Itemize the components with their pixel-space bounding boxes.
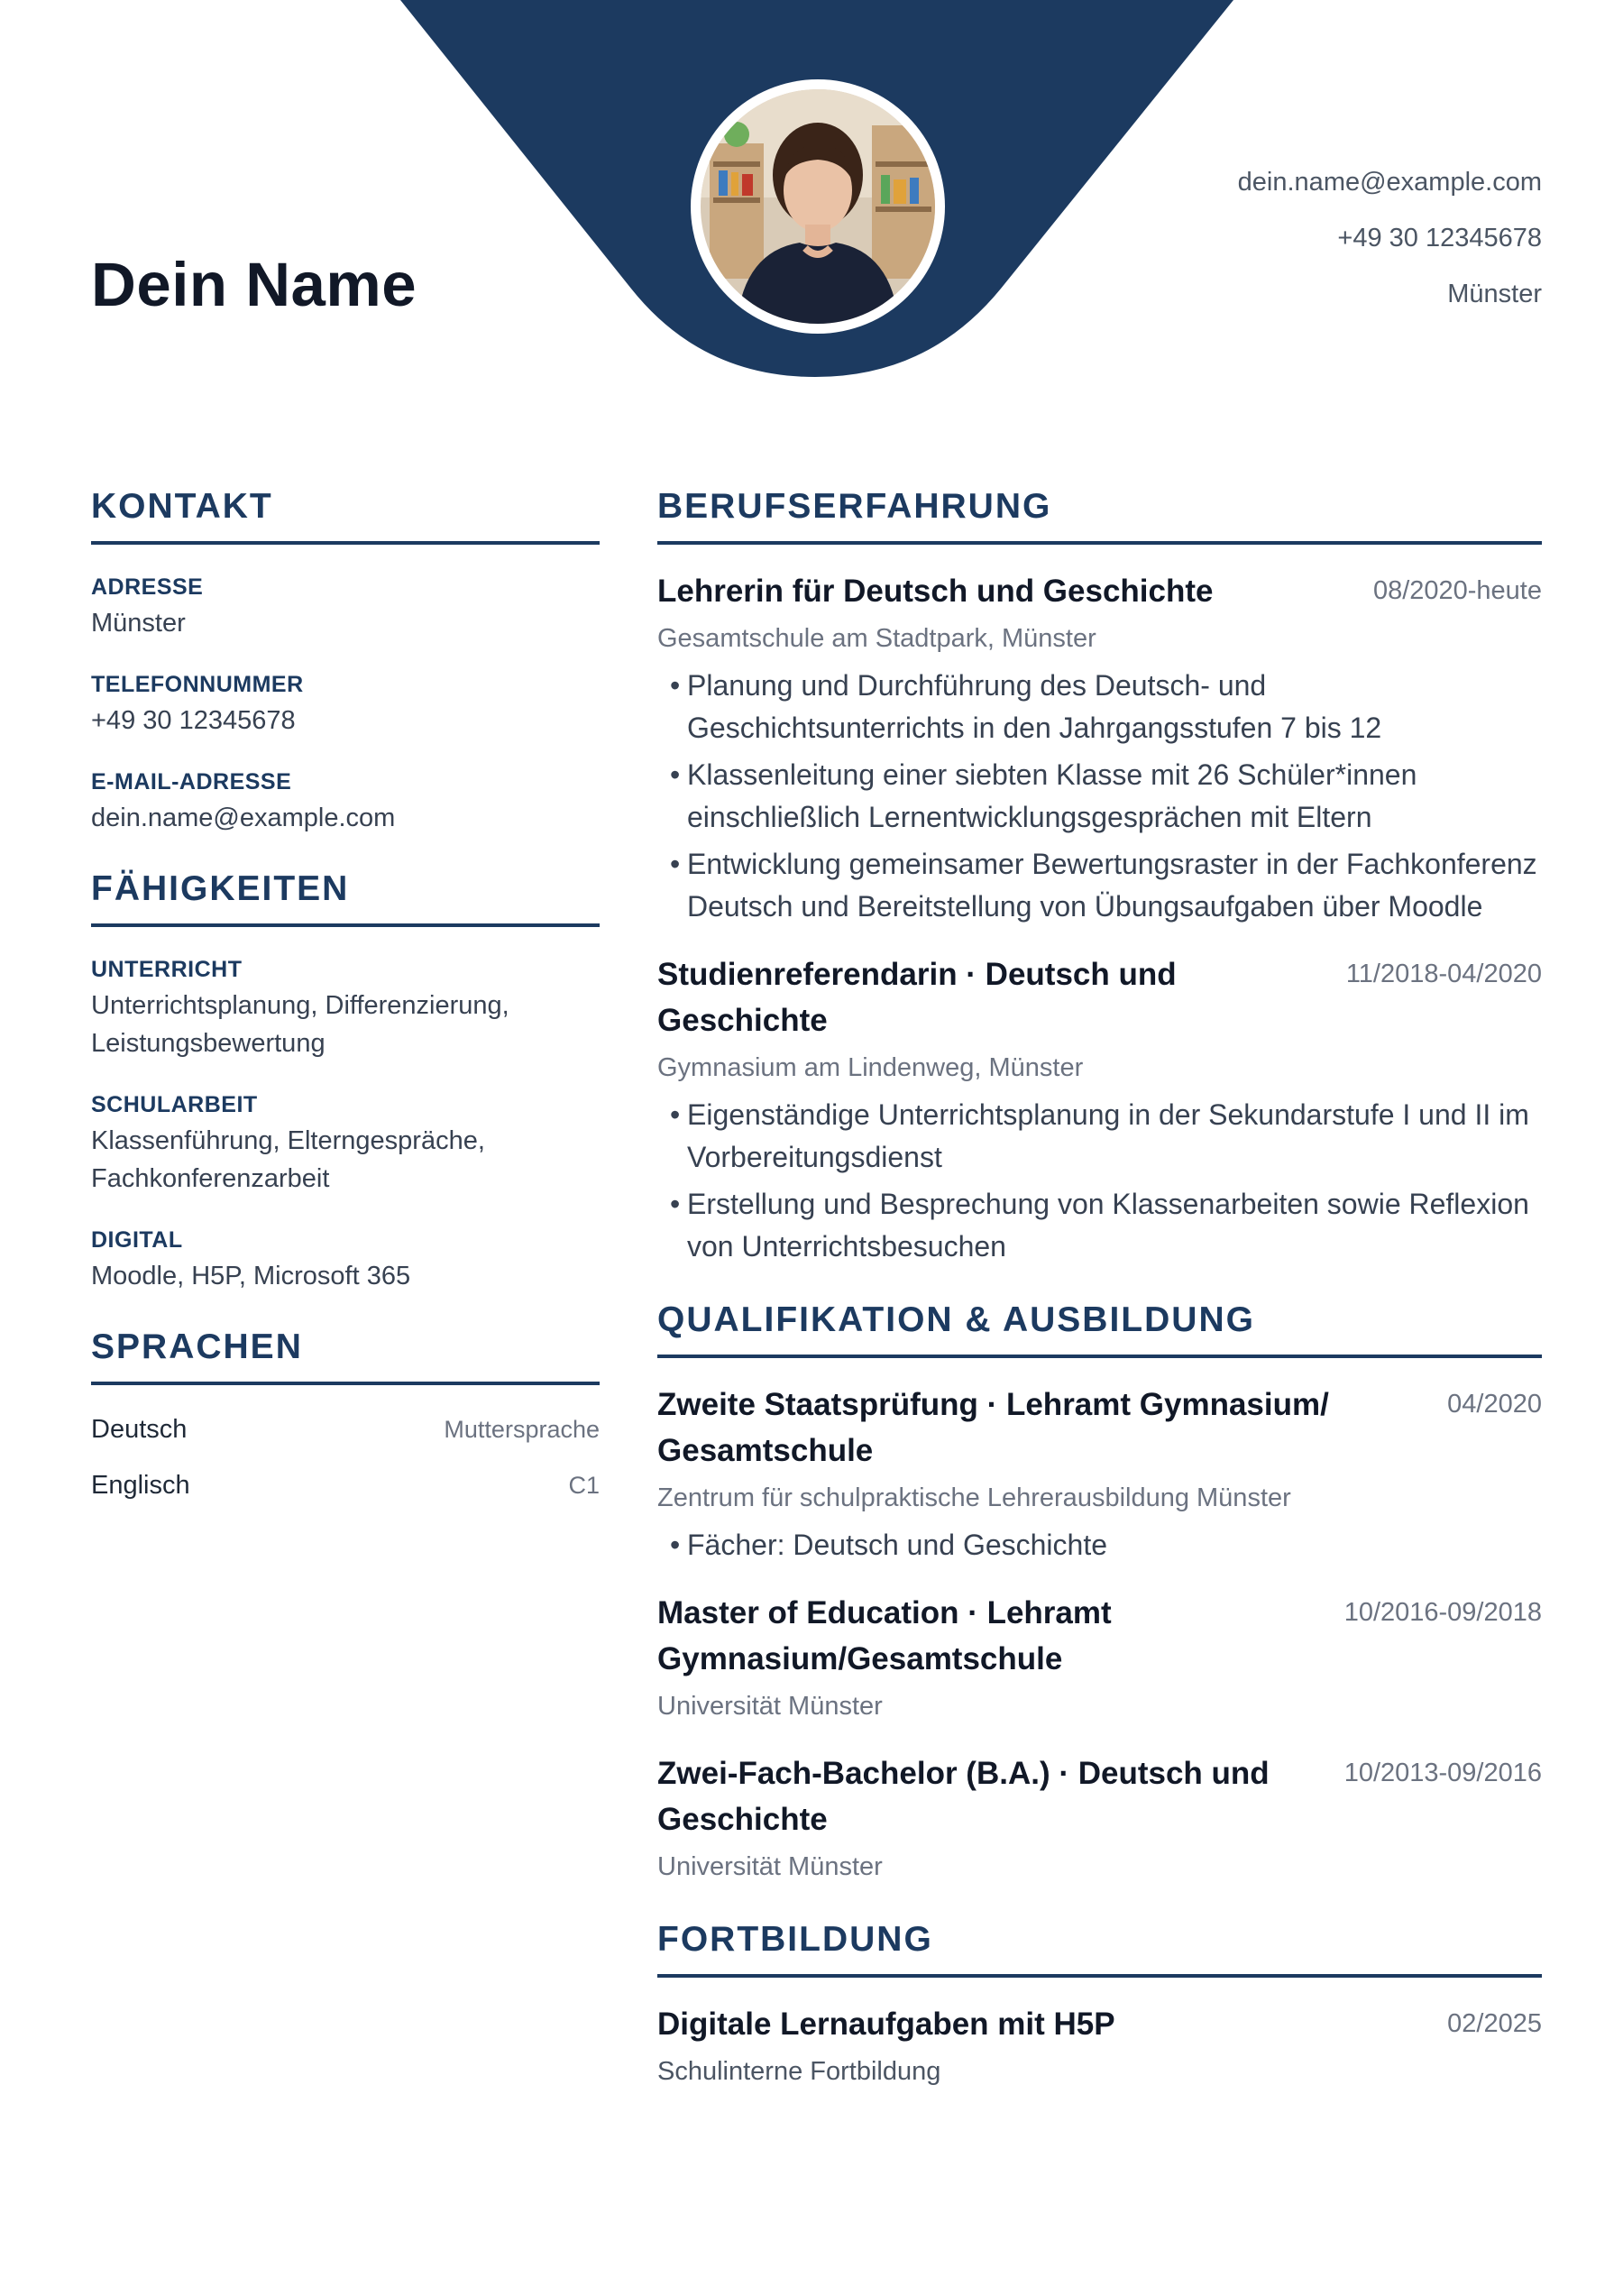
section-kontakt <box>91 487 600 837</box>
entry-organization: Gymnasium am Lindenweg, Münster <box>657 1053 1084 1082</box>
header-city: Münster <box>1447 280 1542 308</box>
value-telefonnummer[interactable]: +49 30 12345678 <box>91 706 296 735</box>
education-entry <box>657 1590 1542 1727</box>
bullet-item: • Fächer: Deutsch und Geschichte <box>657 1524 1542 1566</box>
bullet-item: • Entwicklung gemeinsamer Bewertungsraster in der Fachkonferenz Deutsch und Bereitstellung von Übungsaufgaben über Moodle <box>657 843 1542 928</box>
entry-title: Studienreferendarin · Deutsch und Geschichte <box>657 957 1177 1038</box>
value-adresse: Münster <box>91 609 186 638</box>
section-sprachen <box>91 1327 600 1513</box>
value-email[interactable]: dein.name@example.com <box>91 804 396 832</box>
language-row <box>91 1401 600 1457</box>
entry-title: Zweite Staatsprüfung · Lehramt Gymnasium/ Gesamtschule <box>657 1387 1329 1468</box>
section-title-faehigkeiten: FÄHIGKEITEN <box>91 869 600 927</box>
applicant-name: Dein Name <box>91 250 417 319</box>
language-name: Englisch <box>91 1470 190 1500</box>
header-contact <box>1238 162 1542 330</box>
section-title-qualifikation: QUALIFIKATION & AUSBILDUNG <box>657 1300 1542 1358</box>
entry-date: 10/2016-09/2018 <box>1343 1598 1542 1627</box>
entry-organization: Universität Münster <box>657 1852 883 1881</box>
entry-date: 02/2025 <box>1447 2009 1542 2038</box>
bullet-item: • Klassenleitung einer siebten Klasse mit 26 Schüler*innen einschließlich Lernentwicklungsgesprächen mit Eltern <box>657 754 1542 839</box>
education-entry <box>657 1750 1542 1887</box>
header-phone[interactable]: +49 30 12345678 <box>1337 224 1542 253</box>
experience-entry <box>657 951 1542 1268</box>
left-column <box>91 487 600 1513</box>
value-unterricht: Unterrichtsplanung, Differenzierung, Leistungsbewertung <box>91 991 509 1058</box>
training-entry <box>657 2001 1542 2092</box>
label-unterricht: UNTERRICHT <box>91 957 243 982</box>
profile-photo <box>701 89 935 324</box>
language-level: Muttersprache <box>444 1415 600 1443</box>
section-title-kontakt: KONTAKT <box>91 487 600 545</box>
bullet-item: • Planung und Durchführung des Deutsch- und Geschichtsunterrichts in den Jahrgangsstufen 7 bis 12 <box>657 665 1542 749</box>
entry-title: Zwei-Fach-Bachelor (B.A.) · Deutsch und Geschichte <box>657 1756 1270 1837</box>
language-row <box>91 1457 600 1513</box>
section-title-sprachen: SPRACHEN <box>91 1327 600 1385</box>
entry-title: Lehrerin für Deutsch und Geschichte <box>657 574 1214 609</box>
label-adresse: ADRESSE <box>91 574 204 600</box>
label-schularbeit: SCHULARBEIT <box>91 1092 258 1117</box>
entry-organization: Universität Münster <box>657 1692 883 1721</box>
education-entry <box>657 1382 1542 1566</box>
label-digital: DIGITAL <box>91 1227 183 1253</box>
entry-date: 04/2020 <box>1447 1390 1542 1419</box>
entry-date: 08/2020-heute <box>1372 576 1542 605</box>
entry-bullets <box>657 1094 1542 1268</box>
label-email: E-MAIL-ADRESSE <box>91 769 292 794</box>
bullet-item: • Erstellung und Besprechung von Klassenarbeiten sowie Reflexion von Unterrichtsbesuchen <box>657 1183 1542 1268</box>
section-faehigkeiten <box>91 869 600 1295</box>
entry-organization: Schulinterne Fortbildung <box>657 2057 941 2086</box>
value-schularbeit: Klassenführung, Elterngespräche, Fachkonferenzarbeit <box>91 1126 485 1193</box>
value-digital: Moodle, H5P, Microsoft 365 <box>91 1262 411 1290</box>
entry-title: Digitale Lernaufgaben mit H5P <box>657 2007 1115 2042</box>
section-title-berufserfahrung: BERUFSERFAHRUNG <box>657 487 1542 545</box>
experience-entry <box>657 568 1542 928</box>
entry-organization: Zentrum für schulpraktische Lehrerausbildung Münster <box>657 1483 1291 1512</box>
bullet-item: • Eigenständige Unterrichtsplanung in der Sekundarstufe I und II im Vorbereitungsdienst <box>657 1094 1542 1179</box>
section-berufserfahrung <box>657 487 1542 1268</box>
entry-date: 10/2013-09/2016 <box>1343 1759 1542 1787</box>
section-qualifikation <box>657 1300 1542 1887</box>
entry-date: 11/2018-04/2020 <box>1345 960 1542 988</box>
section-title-fortbildung: FORTBILDUNG <box>657 1920 1542 1978</box>
header-email[interactable]: dein.name@example.com <box>1237 168 1542 197</box>
label-telefonnummer: TELEFONNUMMER <box>91 672 304 697</box>
entry-title: Master of Education · Lehramt Gymnasium/Gesamtschule <box>657 1595 1112 1676</box>
right-column <box>657 487 1542 2092</box>
language-name: Deutsch <box>91 1414 188 1444</box>
section-fortbildung <box>657 1920 1542 2092</box>
entry-organization: Gesamtschule am Stadtpark, Münster <box>657 624 1096 653</box>
entry-bullets <box>657 1524 1542 1566</box>
entry-bullets <box>657 665 1542 928</box>
language-level: C1 <box>568 1471 600 1499</box>
profile-photo-frame <box>691 79 945 334</box>
